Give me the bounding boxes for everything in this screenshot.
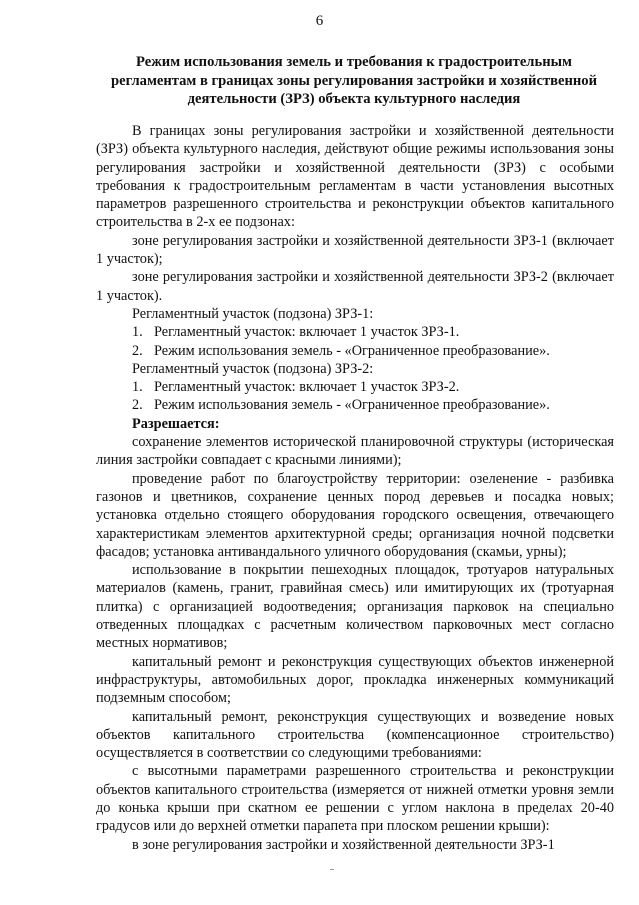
list-item [96,342,614,360]
list-item [96,396,614,414]
list-text: Режим использования земель - «Ограниченное преобразование». [154,342,550,359]
paragraph-structure: сохранение элементов исторической планировочной структуры (историческая линия застройки совпадает с красными линиями); [96,434,614,469]
subzone-zrz2-title: Регламентный участок (подзона) ЗРЗ-2: [132,360,374,377]
list-number: 2. [132,397,143,414]
paragraph-zrz1-height: в зоне регулирования застройки и хозяйственной деятельности ЗРЗ-1 [132,836,555,853]
list-text: Регламентный участок: включает 1 участок ЗРЗ-1. [154,324,460,341]
paragraph-intro: В границах зоны регулирования застройки и хозяйственной деятельности (ЗРЗ) объекта культурного наследия, действуют общие режимы использования зоны регулирования застройки и хозяйственной деятельности (ЗРЗ) с особыми требования к градостроительным регламентам в части установления высотных параметров разрешенного строительства и реконструкции объектов капитального строительства в 2-х ее подзонах: [96,123,614,231]
list-number: 1. [132,379,143,396]
list-number: 2. [132,342,143,359]
paragraph-height-params: с высотными параметрами разрешенного строительства и реконструкции объектов капитального строительства (измеряется от нижней отметки уровня земли до конька крыши при скатном ее решении с углом наклона в пределах 20-40 градусов или до верхней отметки парапета при плоском решении крыши): [96,763,614,835]
paragraph-paving: использование в покрытии пешеходных площадок, тротуаров натуральных материалов (камень, гранит, гравийная смесь) или имитирующих их (тротуарная плитка) с организацией водоотведения; организация парковок на специально отведенных площадках с расчетным количеством парковочных мест согласно местных нормативов; [96,562,614,652]
list-text: Режим использования земель - «Ограниченное преобразование». [154,397,550,414]
document-body [96,122,614,854]
page-number: 6 [315,13,324,29]
scan-mark [330,869,334,870]
list-item [96,323,614,341]
paragraph-zrz1: зоне регулирования застройки и хозяйственной деятельности ЗРЗ-1 (включает 1 участок); [96,232,614,268]
allowed-heading: Разрешается: [132,415,220,432]
subzone-zrz1-title: Регламентный участок (подзона) ЗРЗ-1: [132,305,374,322]
section-heading: Режим использования земель и требования к градостроительным регламентам в границах зоны регулирования застройки и хозяйственной деятельности (ЗРЗ) объекта культурного наследия [111,54,597,108]
paragraph-construction: капитальный ремонт, реконструкция существующих и возведение новых объектов капитального строительства (компенсационное строительство) осуществляется в соответствии со следующими требованиями: [96,708,614,762]
list-item [96,378,614,396]
list-text: Регламентный участок: включает 1 участок ЗРЗ-2. [154,379,460,396]
paragraph-infrastructure: капитальный ремонт и реконструкция существующих объектов инженерной инфраструктуры, автомобильных дорог, прокладка инженерных коммуникаций подземным способом; [96,653,614,707]
list-number: 1. [132,324,143,341]
paragraph-zrz2: зоне регулирования застройки и хозяйственной деятельности ЗРЗ-2 (включает 1 участок). [96,269,614,304]
paragraph-landscaping: проведение работ по благоустройству территории: озеленение - разбивка газонов и цветников, сохранение ценных пород деревьев и посадка новых; установка отдельно стоящего оборудования городского освещения, отвечающего характеристикам элементов архитектурной среды; организация ночной подсветки фасадов; установка антивандального уличного оборудования (скамьи, урны); [96,470,614,560]
